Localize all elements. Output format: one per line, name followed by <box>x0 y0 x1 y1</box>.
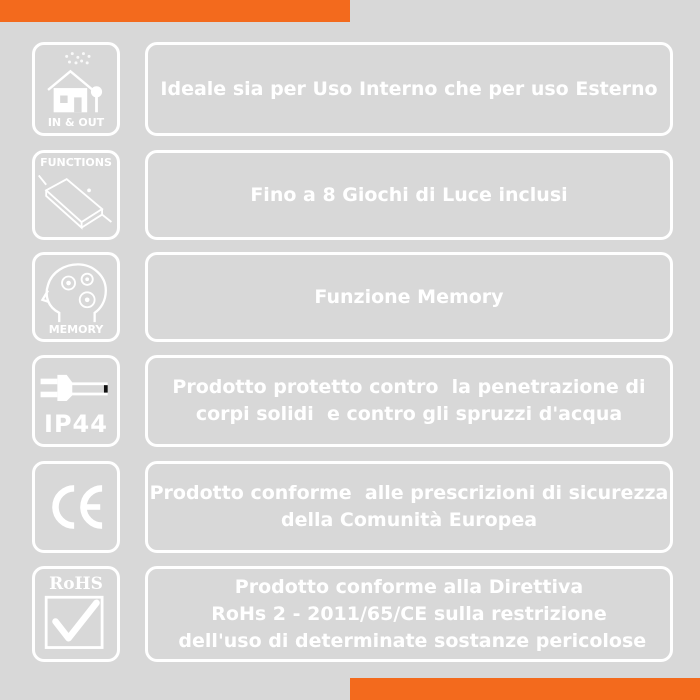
ce-mark-icon <box>32 461 120 553</box>
feature-text <box>145 566 673 662</box>
feature-text <box>145 461 673 553</box>
feature-text-line: corpi solidi e contro gli spruzzi d'acqua <box>195 403 623 425</box>
feature-row-in-out <box>32 42 674 136</box>
feature-text <box>145 355 673 447</box>
feature-text-line: Prodotto protetto contro la penetrazione di <box>172 376 646 398</box>
feature-row-functions <box>32 150 674 240</box>
feature-text-line: Prodotto conforme alla Direttiva <box>234 575 584 598</box>
icon-label: FUNCTIONS <box>40 156 112 169</box>
feature-row-ip44 <box>32 355 674 447</box>
feature-row-ce <box>32 461 674 553</box>
feature-text <box>145 252 673 342</box>
top-accent-bar <box>0 0 350 22</box>
feature-text-line: Fino a 8 Giochi di Luce inclusi <box>250 183 568 206</box>
icon-label: IP44 <box>44 410 108 438</box>
in-out-house-icon <box>32 42 120 136</box>
feature-text-line: Ideale sia per Uso Interno che per uso Esterno <box>160 77 658 100</box>
feature-text-line: RoHs 2 - 2011/65/CE sulla restrizione <box>211 602 607 625</box>
feature-text-line: Funzione Memory <box>314 285 504 308</box>
rohs-check-icon <box>32 566 120 662</box>
feature-text <box>145 42 673 136</box>
memory-head-icon <box>32 252 120 342</box>
ip44-plug-icon <box>32 355 120 447</box>
feature-row-memory <box>32 252 674 342</box>
feature-row-rohs <box>32 566 674 662</box>
feature-text-line: Prodotto conforme alle prescrizioni di sicurezza <box>149 482 669 504</box>
feature-text <box>145 150 673 240</box>
functions-controller-icon <box>32 150 120 240</box>
icon-label: MEMORY <box>48 323 104 336</box>
feature-text-line: della Comunità Europea <box>280 509 538 531</box>
feature-text-line: dell'uso di determinate sostanze pericolose <box>171 629 647 652</box>
icon-label: RoHS <box>49 574 103 594</box>
icon-label: IN & OUT <box>47 116 105 129</box>
bottom-accent-bar <box>350 678 700 700</box>
